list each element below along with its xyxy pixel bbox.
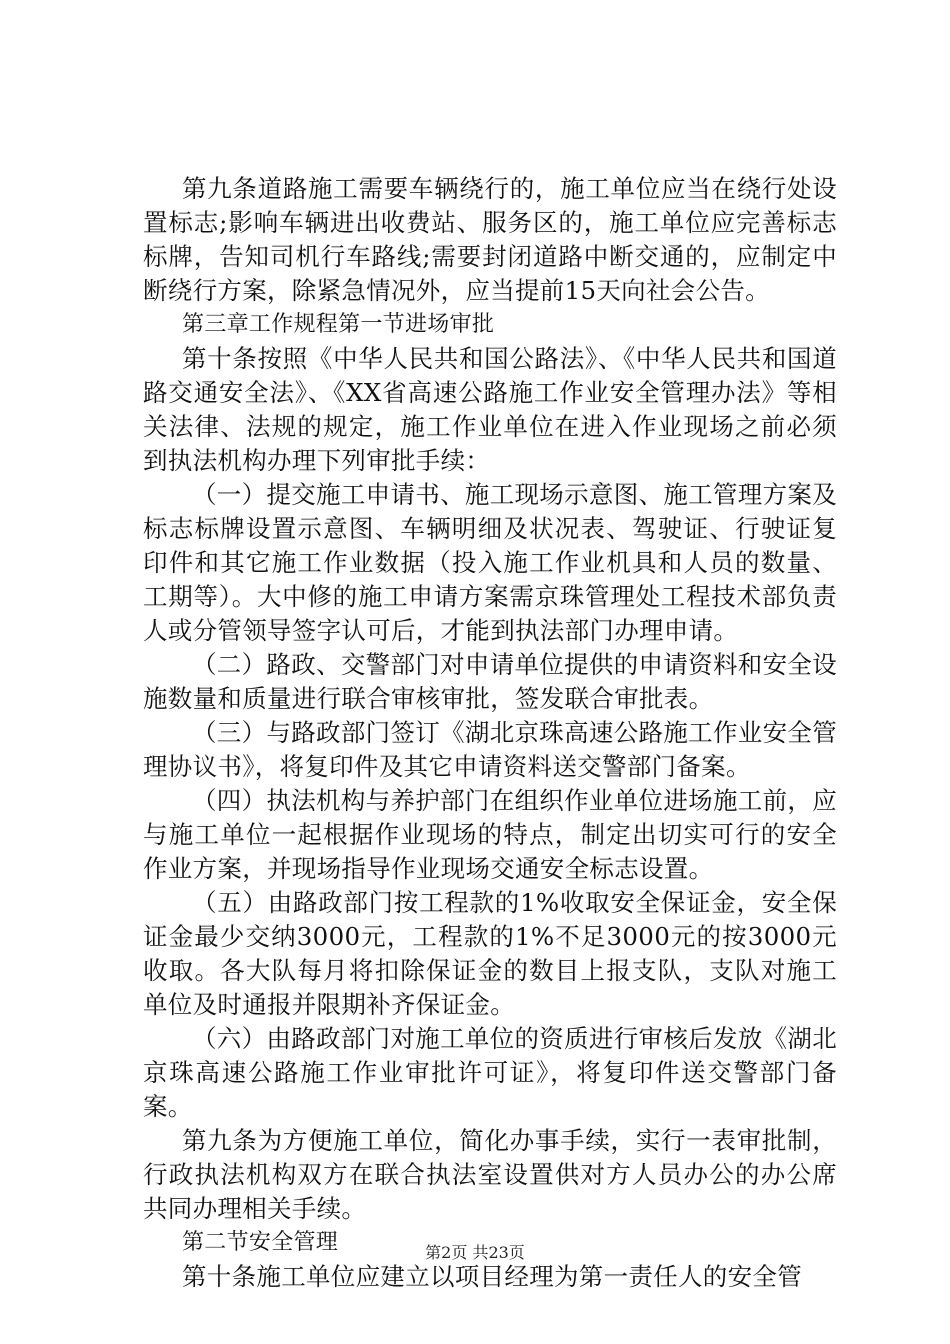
list-item-5: （五）由路政部门按工程款的1%收取安全保证金，安全保证金最少交纳3000元，工程款的1%不足3000元的按3000元收取。各大队每月将扣除保证金的数目上报支队，支队对施工单位及时通报并限期补齐保证金。 xyxy=(143,888,837,1019)
list-item-2: （二）路政、交警部门对申请单位提供的申请资料和安全设施数量和质量进行联合审核审批，签发联合审批表。 xyxy=(143,650,837,713)
paragraph-article-9-one-form: 第九条为方便施工单位，简化办事手续，实行一表审批制，行政执法机构双方在联合执法室设置供对方人员办公的办公席共同办理相关手续。 xyxy=(143,1126,837,1223)
paragraph-article-9-detour: 第九条道路施工需要车辆绕行的，施工单位应当在绕行处设置标志;影响车辆进出收费站、服务区的，施工单位应完善标志标牌，告知司机行车路线;需要封闭道路中断交通的，应制定中断绕行方案，除紧急情况外，应当提前15天向社会公告。 xyxy=(143,174,837,305)
page-footer: 第2页 共23页 xyxy=(425,1243,525,1262)
list-item-4: （四）执法机构与养护部门在组织作业单位进场施工前，应与施工单位一起根据作业现场的特点，制定出切实可行的安全作业方案，并现场指导作业现场交通安全标志设置。 xyxy=(143,786,837,883)
list-item-6: （六）由路政部门对施工单位的资质进行审核后发放《湖北京珠高速公路施工作业审批许可证》，将复印件送交警部门备案。 xyxy=(143,1024,837,1121)
list-item-3: （三）与路政部门签订《湖北京珠高速公路施工作业安全管理协议书》，将复印件及其它申请资料送交警部门备案。 xyxy=(143,718,837,781)
paragraph-article-10-safety: 第十条施工单位应建立以项目经理为第一责任人的安全管 xyxy=(182,1262,802,1291)
list-item-1: （一）提交施工申请书、施工现场示意图、施工管理方案及标志标牌设置示意图、车辆明细及状况表、驾驶证、行驶证复印件和其它施工作业数据（投入施工作业机具和人员的数量、工期等）。大中修的施工申请方案需京珠管理处工程技术部负责人或分管领导签字认可后，才能到执法部门办理申请。 xyxy=(143,480,837,645)
document-body xyxy=(143,172,837,1294)
paragraph-article-10-approval: 第十条按照《中华人民共和国公路法》、《中华人民共和国道路交通安全法》、《XX省高速公路施工作业安全管理办法》等相关法律、法规的规定，施工作业单位在进入作业现场之前必须到执法机构办理下列审批手续： xyxy=(143,344,837,475)
section-heading-safety-management: 第二节安全管理 xyxy=(182,1230,339,1255)
section-heading-entry-approval: 第三章工作规程第一节进场审批 xyxy=(182,312,495,337)
